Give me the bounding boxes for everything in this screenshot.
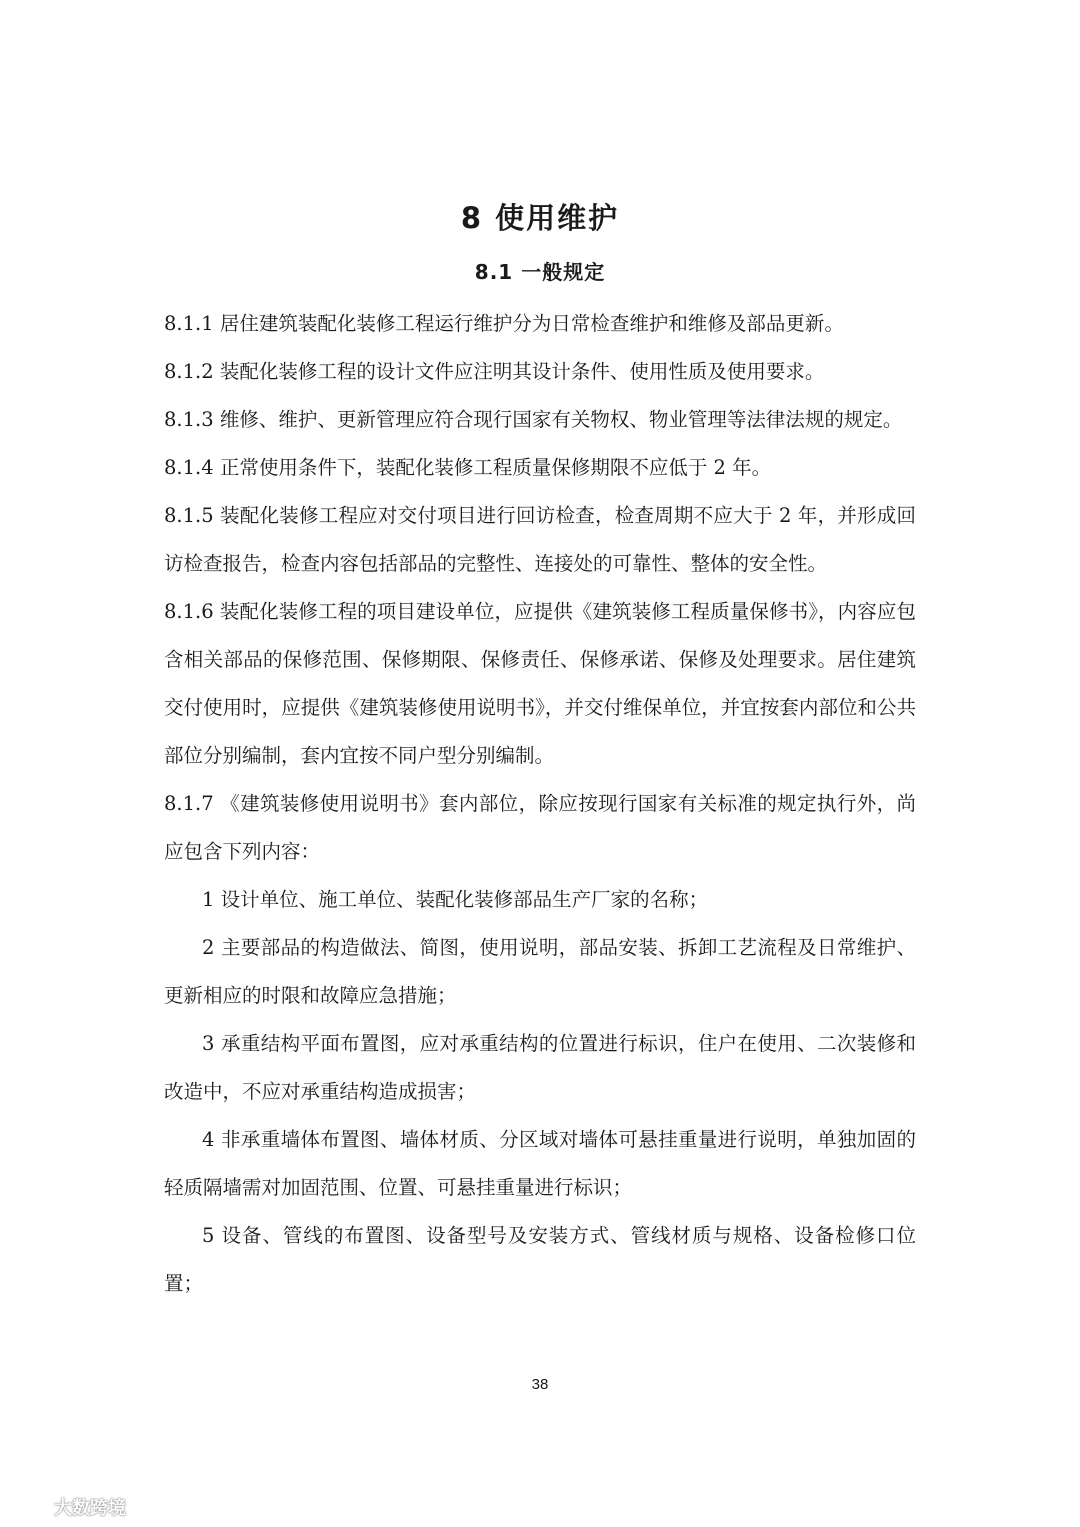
clause-8-1-1: 8.1.1 居住建筑装配化装修工程运行维护分为日常检查维护和维修及部品更新。 (164, 312, 844, 335)
list-item-3: 3 承重结构平面布置图，应对承重结构的位置进行标识，住户在使用、二次装修和改造中，不应对承重结构造成损害； (164, 1032, 916, 1103)
clause-8-1-6: 8.1.6 装配化装修工程的项目建设单位，应提供《建筑装修工程质量保修书》，内容应包含相关部品的保修范围、保修期限、保修责任、保修承诺、保修及处理要求。居住建筑交付使用时，应提供《建筑装修使用说明书》，并交付维保单位，并宜按套内部位和公共部位分别编制，套内宜按不同户型分别编制。 (164, 600, 916, 767)
watermark-text: 大数跨境 (54, 1498, 126, 1519)
list-item-2: 2 主要部品的构造做法、简图，使用说明，部品安装、拆卸工艺流程及日常维护、更新相应的时限和故障应急措施； (164, 936, 916, 1007)
chat-bubble-icon (8, 1494, 48, 1520)
list-item-4: 4 非承重墙体布置图、墙体材质、分区域对墙体可悬挂重量进行说明，单独加固的轻质隔墙需对加固范围、位置、可悬挂重量进行标识； (164, 1128, 916, 1199)
clause-8-1-5: 8.1.5 装配化装修工程应对交付项目进行回访检查，检查周期不应大于 2 年，并形成回访检查报告，检查内容包括部品的完整性、连接处的可靠性、整体的安全性。 (164, 504, 916, 575)
clause-8-1-4: 8.1.4 正常使用条件下，装配化装修工程质量保修期限不应低于 2 年。 (164, 456, 772, 479)
body-text (164, 300, 916, 1308)
clause-8-1-3: 8.1.3 维修、维护、更新管理应符合现行国家有关物权、物业管理等法律法规的规定。 (164, 408, 903, 431)
watermark (8, 1494, 126, 1520)
clause-8-1-7: 8.1.7 《建筑装修使用说明书》套内部位，除应按现行国家有关标准的规定执行外，尚应包含下列内容： (164, 792, 916, 863)
section-title: 8.1 一般规定 (474, 260, 606, 284)
list-item-1: 1 设计单位、施工单位、装配化装修部品生产厂家的名称； (202, 888, 709, 911)
chapter-title: 8 使用维护 (460, 201, 620, 235)
clause-8-1-2: 8.1.2 装配化装修工程的设计文件应注明其设计条件、使用性质及使用要求。 (164, 360, 825, 383)
page-number: 38 (531, 1376, 549, 1393)
list-item-5: 5 设备、管线的布置图、设备型号及安装方式、管线材质与规格、设备检修口位置； (164, 1224, 916, 1295)
